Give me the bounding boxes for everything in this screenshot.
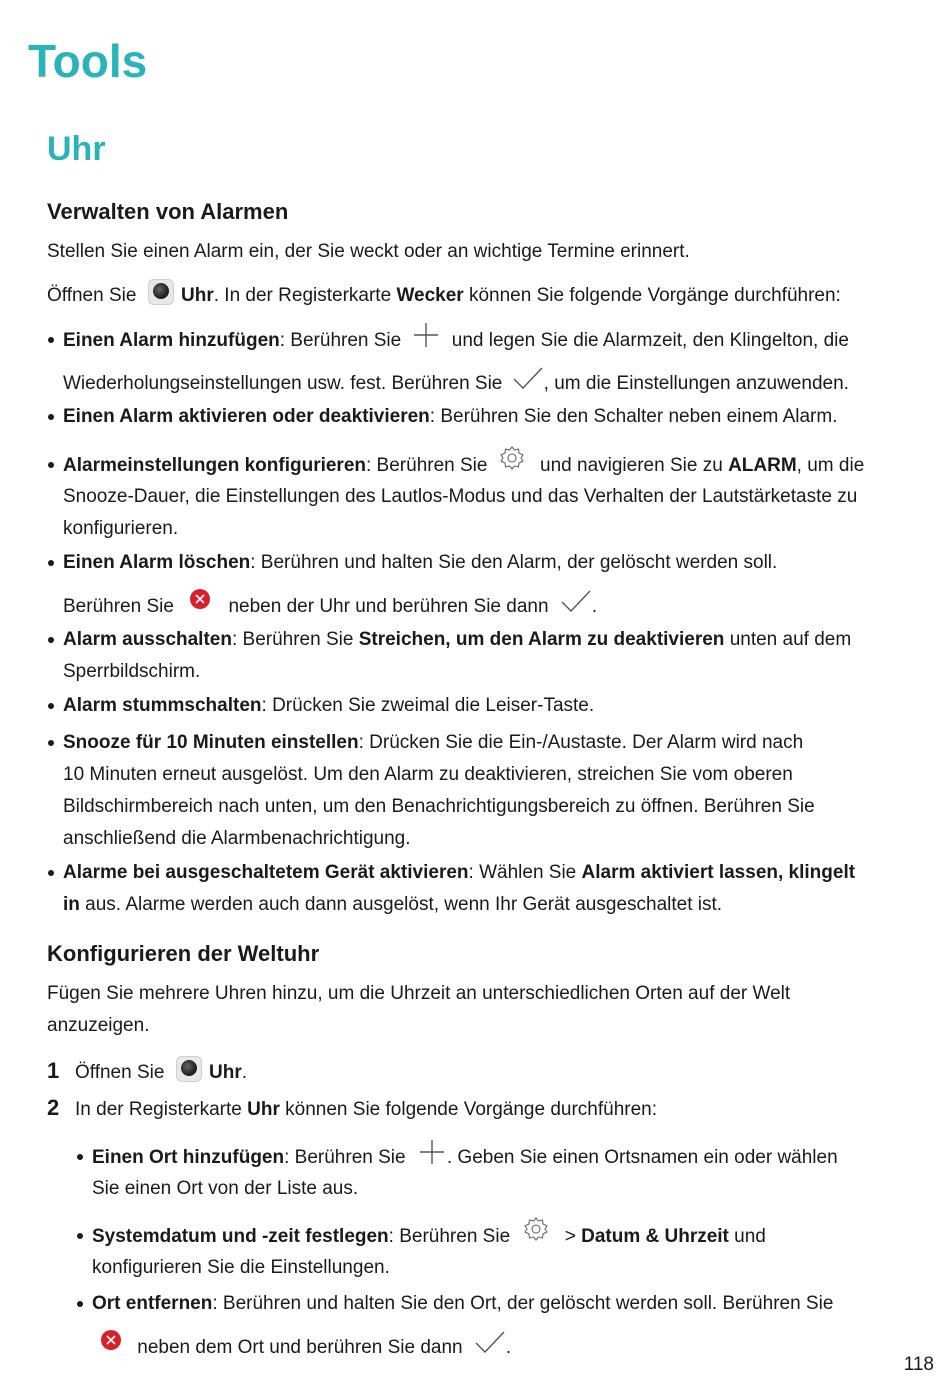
plus-icon [413, 322, 439, 348]
text: Wiederholungseinstellungen usw. fest. Berühren Sie [63, 373, 503, 395]
checkmark-icon [474, 1329, 506, 1355]
gear-icon [523, 1216, 549, 1242]
bullet-power-off-alarm-cont [63, 893, 722, 916]
bullet-add-alarm [63, 328, 849, 354]
bullet-alarm-settings-cont: Snooze-Dauer, die Einstellungen des Lautlos-Modus und das Verhalten der Lautstärketaste zu [63, 486, 858, 507]
text: neben der Uhr und berühren Sie dann [228, 596, 549, 618]
worldclock-intro-cont: anzuzeigen. [47, 1015, 150, 1036]
bullet-title: Alarme bei ausgeschaltetem Gerät aktivieren [63, 862, 469, 883]
text: Berühren Sie [63, 596, 174, 618]
bullet-dot [77, 1154, 83, 1160]
page-number: 118 [903, 1354, 934, 1375]
text: können Sie folgende Vorgänge durchführen: [468, 285, 841, 307]
alarms-intro: Stellen Sie einen Alarm ein, der Sie weckt oder an wichtige Termine erinnert. [47, 241, 690, 262]
text: Öffnen Sie [47, 285, 137, 307]
option-name: in [63, 894, 80, 915]
checkmark-icon [512, 365, 544, 391]
bullet-dot [48, 560, 54, 566]
red-delete-icon [189, 588, 211, 610]
alarms-heading: Verwalten von Alarmen [47, 199, 289, 224]
tab-name: Uhr [247, 1099, 280, 1120]
bullet-toggle-alarm [63, 405, 837, 428]
bullet-remove-location [92, 1292, 833, 1315]
text: . [505, 1337, 512, 1359]
text: und legen Sie die Alarmzeit, den Klingelton, die [451, 330, 849, 352]
bullet-turn-off-alarm-cont: Sperrbildschirm. [63, 661, 201, 682]
bullet-dot [48, 462, 54, 468]
menu-name: Datum & Uhrzeit [581, 1226, 729, 1248]
bullet-title: Systemdatum und -zeit festlegen [92, 1226, 389, 1248]
bullet-snooze [63, 731, 803, 754]
bullet-system-datetime-cont: konfigurieren Sie die Einstellungen. [92, 1257, 390, 1278]
gear-icon [499, 445, 525, 471]
bullet-mute-alarm [63, 694, 594, 717]
text: Öffnen Sie [75, 1062, 165, 1084]
bullet-remove-location-cont [100, 1335, 511, 1361]
text: : Berühren Sie [388, 1226, 511, 1248]
tab-name: Wecker [396, 285, 464, 307]
clock-app-icon [176, 1056, 202, 1082]
worldclock-heading: Konfigurieren der Weltuhr [47, 941, 320, 966]
bullet-title: Alarm stummschalten [63, 695, 262, 716]
step-2 [75, 1098, 657, 1121]
menu-name: ALARM [728, 455, 797, 477]
section-title: Uhr [47, 130, 106, 168]
text: . [241, 1062, 248, 1084]
text: , um die [796, 455, 865, 477]
bullet-dot [48, 870, 54, 876]
bullet-delete-alarm [63, 551, 777, 574]
bullet-dot [48, 637, 54, 643]
text: aus. Alarme werden auch dann ausgelöst, wenn Ihr Gerät ausgeschaltet ist. [85, 894, 723, 915]
text: . In der Registerkarte [213, 285, 392, 307]
bullet-title: Alarmeinstellungen konfigurieren [63, 455, 366, 477]
bullet-system-datetime [92, 1224, 766, 1250]
step-1 [75, 1060, 247, 1086]
bullet-add-alarm-cont [63, 371, 849, 397]
app-name: Uhr [209, 1062, 242, 1084]
chapter-title: Tools [28, 35, 148, 87]
bullet-snooze-cont: anschließend die Alarmbenachrichtigung. [63, 828, 411, 849]
text: : Berühren und halten Sie den Alarm, der gelöscht werden soll. [250, 552, 778, 573]
text: : Wählen Sie [468, 862, 577, 883]
bullet-title: Einen Alarm hinzufügen [63, 330, 280, 352]
text: : Berühren Sie [284, 1147, 406, 1169]
bullet-alarm-settings [63, 453, 864, 479]
bullet-dot [77, 1301, 83, 1307]
bullet-power-off-alarm [63, 861, 855, 884]
plus-icon [419, 1139, 445, 1165]
text: und [734, 1226, 766, 1248]
bullet-snooze-cont: Bildschirmbereich nach unten, um den Benachrichtigungsbereich zu öffnen. Berühren Sie [63, 796, 815, 817]
bullet-add-location-cont: Sie einen Ort von der Liste aus. [92, 1178, 359, 1199]
text: : Drücken Sie die Ein-/Austaste. Der Alarm wird nach [358, 732, 804, 753]
red-delete-icon [100, 1329, 122, 1351]
bullet-title: Ort entfernen [92, 1293, 213, 1314]
bullet-title: Einen Alarm löschen [63, 552, 251, 573]
bullet-delete-alarm-cont [63, 594, 597, 620]
bullet-dot [77, 1233, 83, 1239]
bullet-dot [48, 337, 54, 343]
text: neben dem Ort und berühren Sie dann [137, 1337, 463, 1359]
option-name: Alarm aktiviert lassen, klingelt [581, 862, 856, 883]
bullet-title: Einen Ort hinzufügen [92, 1147, 285, 1169]
text: . Geben Sie einen Ortsnamen ein oder wählen [446, 1147, 838, 1169]
alarms-open-line [47, 283, 841, 309]
text: , um die Einstellungen anzuwenden. [543, 373, 849, 395]
text: In der Registerkarte [75, 1099, 242, 1120]
text: > [564, 1226, 576, 1248]
text: : Berühren und halten Sie den Ort, der gelöscht werden soll. Berühren Sie [212, 1293, 834, 1314]
bullet-title: Snooze für 10 Minuten einstellen [63, 732, 359, 753]
text: : Berühren Sie [231, 629, 354, 650]
checkmark-icon [560, 588, 592, 614]
bullet-snooze-cont: 10 Minuten erneut ausgelöst. Um den Alarm zu deaktivieren, streichen Sie vom oberen [63, 764, 793, 785]
worldclock-intro: Fügen Sie mehrere Uhren hinzu, um die Uhrzeit an unterschiedlichen Orten auf der Welt [47, 983, 791, 1004]
text: : Berühren Sie [366, 455, 488, 477]
bullet-dot [48, 414, 54, 420]
text: : Berühren Sie [279, 330, 402, 352]
action-name: Streichen, um den Alarm zu deaktivieren [358, 629, 725, 650]
bullet-alarm-settings-cont: konfigurieren. [63, 518, 179, 539]
clock-app-icon [148, 279, 174, 305]
text: unten auf dem [729, 629, 852, 650]
text: : Berühren Sie den Schalter neben einem Alarm. [429, 406, 838, 427]
bullet-title: Einen Alarm aktivieren oder deaktivieren [63, 406, 430, 427]
text: . [591, 596, 598, 618]
bullet-title: Alarm ausschalten [63, 629, 232, 650]
bullet-dot [48, 703, 54, 709]
step-number: 1 [47, 1058, 60, 1083]
bullet-add-location [92, 1145, 838, 1171]
bullet-dot [48, 740, 54, 746]
bullet-turn-off-alarm [63, 628, 851, 651]
step-number: 2 [47, 1095, 60, 1120]
text: : Drücken Sie zweimal die Leiser-Taste. [261, 695, 595, 716]
app-name: Uhr [181, 285, 214, 307]
text: können Sie folgende Vorgänge durchführen: [285, 1099, 658, 1120]
text: und navigieren Sie zu [540, 455, 723, 477]
